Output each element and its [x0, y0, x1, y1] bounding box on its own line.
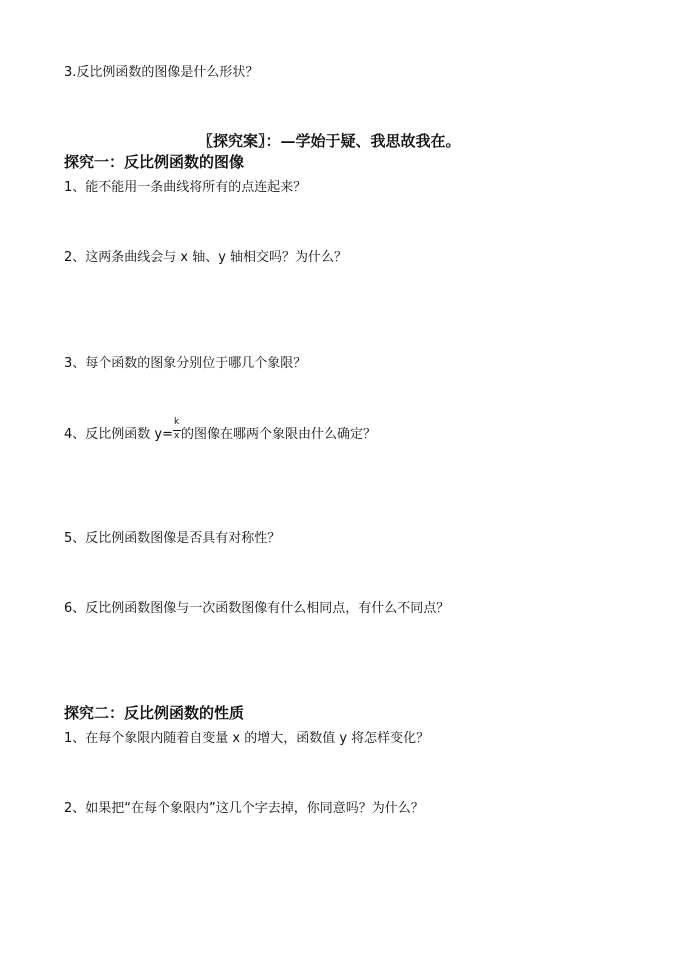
section1-question-3: 3、每个函数的图象分别位于哪几个象限？	[64, 356, 307, 371]
section1-question-6: 6、反比例函数图像与一次函数图像有什么相同点，有什么不同点？	[64, 601, 450, 616]
section2-heading: 探究二：反比例函数的性质	[64, 704, 245, 722]
section1-question-1: 1、能不能用一条曲线将所有的点连起来？	[64, 180, 307, 195]
section2-question-1: 1、在每个象限内随着自变量 x 的增大，函数值 y 将怎样变化？	[64, 731, 430, 746]
question-shape: 3.反比例函数的图像是什么形状？	[64, 65, 259, 80]
section1-question-4	[64, 416, 377, 443]
section1-heading: 探究一：反比例函数的图像	[64, 153, 245, 171]
section2-question-2: 2、如果把“在每个象限内”这几个字去掉，你同意吗？为什么？	[64, 801, 424, 816]
q4-suffix: 的图像在哪两个象限由什么确定？	[181, 427, 377, 442]
section1-question-5: 5、反比例函数图像是否具有对称性？	[64, 531, 281, 546]
q4-prefix: 4、反比例函数 y=	[64, 427, 173, 442]
fraction-numerator: k	[174, 416, 180, 427]
k-over-x-fraction	[173, 416, 181, 441]
fraction-denominator: x	[174, 430, 180, 441]
section1-question-2: 2、这两条曲线会与 x 轴、y 轴相交吗？为什么？	[64, 250, 348, 265]
explore-title: 〖探究案〗：—学始于疑、我思故我在。	[198, 132, 461, 150]
